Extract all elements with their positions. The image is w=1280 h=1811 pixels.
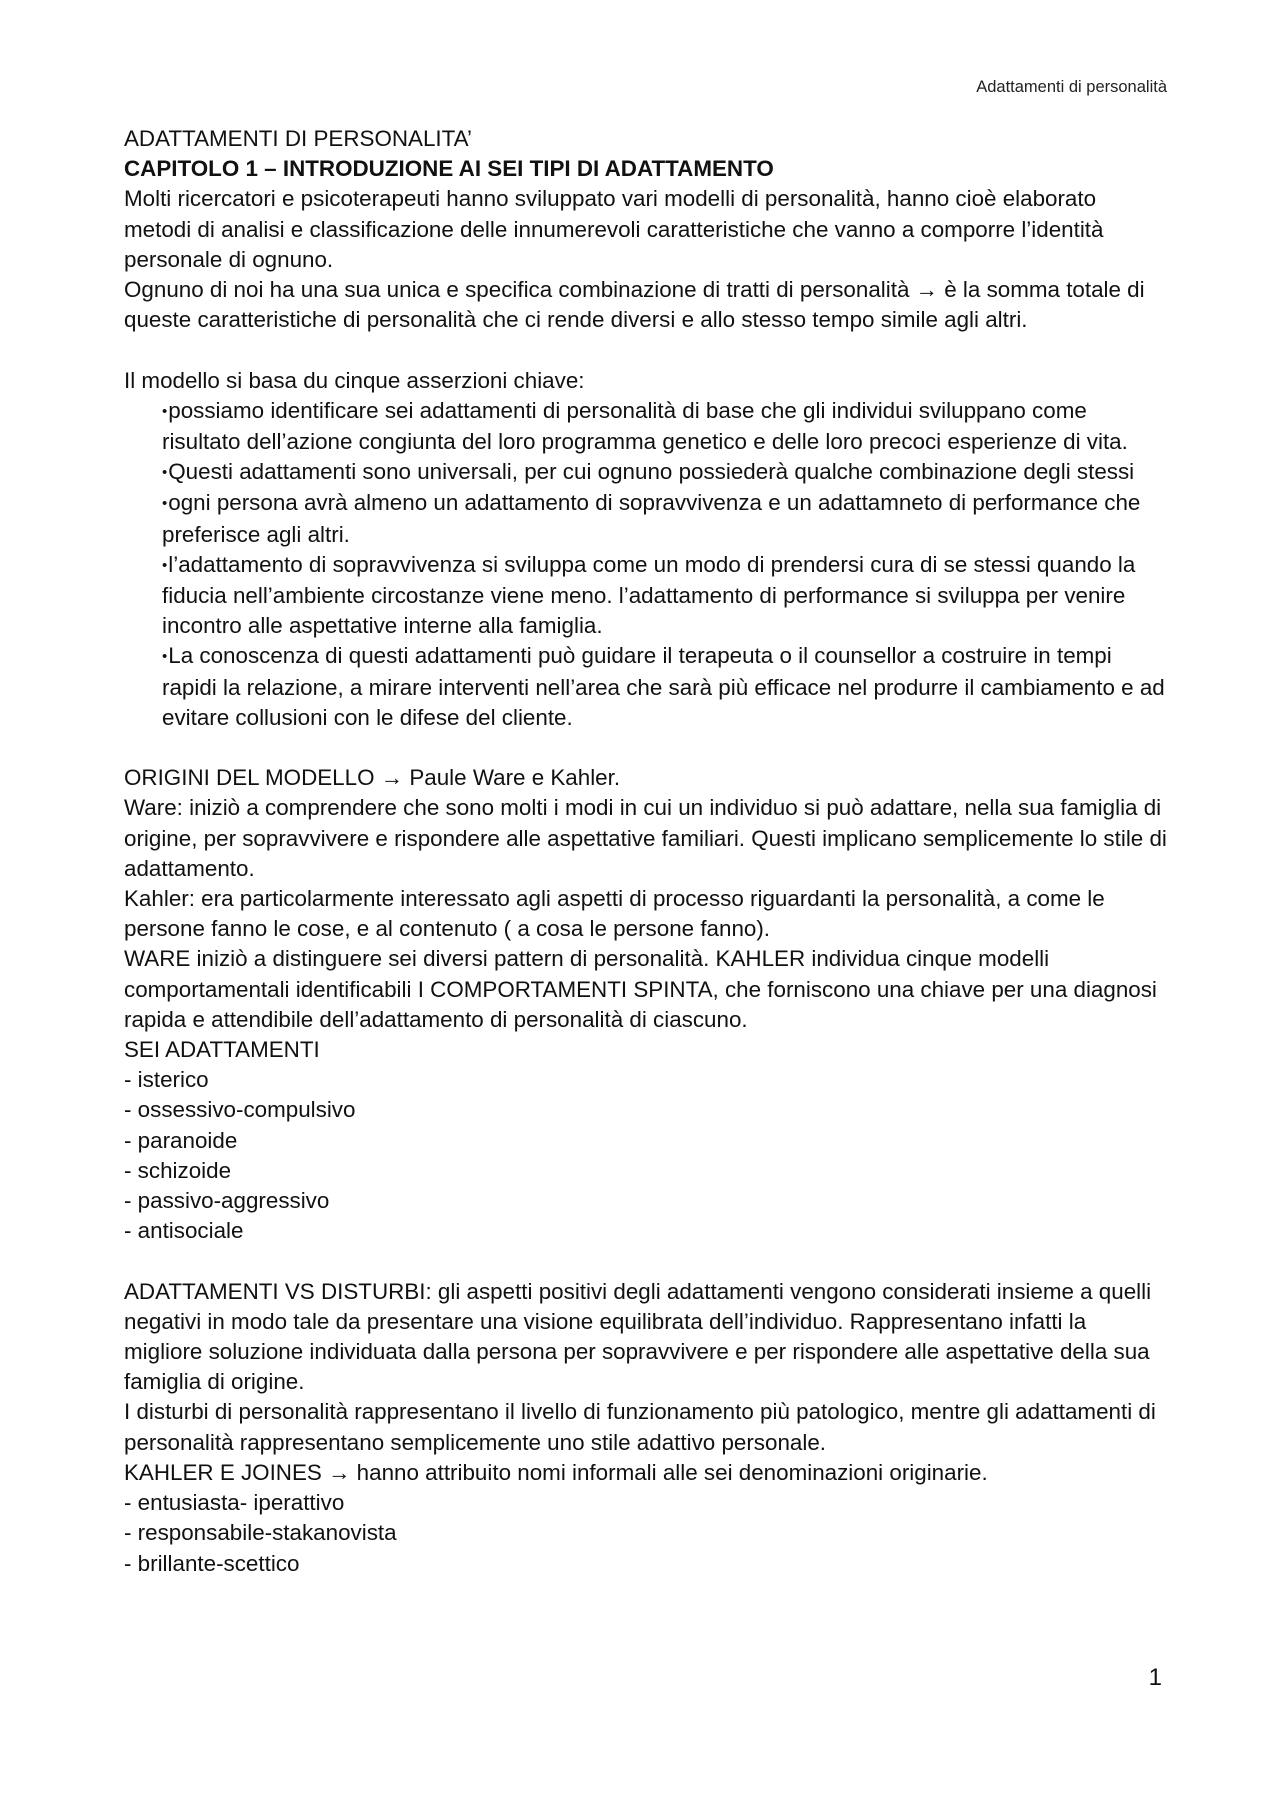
list-item: - entusiasta- iperattivo — [124, 1490, 345, 1516]
list-item — [162, 641, 1169, 733]
six-adaptations-list — [124, 1065, 1169, 1246]
list-item-text: possiamo identificare sei adattamenti di personalità di base che gli individui sviluppano come risultato dell’azione congiunta del loro programma genetico e delle loro precoci esperienze di vita. — [162, 397, 1128, 455]
spacer — [124, 335, 1169, 365]
page-number: 1 — [1148, 1664, 1162, 1691]
assertions-list — [124, 396, 1169, 733]
list-item: - passivo-aggressivo — [124, 1188, 330, 1214]
intro-section — [124, 184, 1169, 335]
paragraph: Molti ricercatori e psicoterapeuti hanno sviluppato vari modelli di personalità, hanno cioè elaborato metodi di analisi e classificazione delle innumerevoli caratteristiche che vanno a comporre l’identità personale di ognuno. — [124, 186, 1104, 272]
paragraph: ADATTAMENTI VS DISTURBI: gli aspetti positivi degli adattamenti vengono considerati insieme a quelli negativi in modo tale da presentare una visione equilibrata dell’individuo. Rappresentano infatti la migliore soluzione individuata dalla persona per sopravvivere e per rispondere alle aspettative della sua famiglia di origine. — [124, 1278, 1152, 1395]
document-body — [124, 124, 1169, 1579]
document-title: ADATTAMENTI DI PERSONALITA’ — [124, 126, 472, 151]
list-item-text: l’adattamento di sopravvivenza si sviluppa come un modo di prendersi cura di se stessi quando la fiducia nell’ambiente circostanze viene meno. l’adattamento di performance si sviluppa per venire incontro alle aspettative interne alla famiglia. — [162, 551, 1136, 639]
list-item — [162, 488, 1169, 549]
list-item: - schizoide — [124, 1157, 232, 1183]
spacer — [124, 733, 1169, 763]
bullet-icon: • — [162, 495, 168, 513]
list-item — [162, 457, 1169, 488]
bullet-icon: • — [162, 648, 168, 666]
list-item-text: Questi adattamenti sono universali, per cui ognuno possiederà qualche combinazione degli stessi — [168, 459, 1135, 485]
paragraph: KAHLER E JOINES → hanno attribuito nomi informali alle sei denominazioni originarie. — [124, 1459, 988, 1485]
list-item: - ossessivo-compulsivo — [124, 1097, 356, 1123]
chapter-title: CAPITOLO 1 – INTRODUZIONE AI SEI TIPI DI ADATTAMENTO — [124, 156, 774, 182]
paragraph: WARE iniziò a distinguere sei diversi pattern di personalità. KAHLER individua cinque modelli comportamentali identificabili I COMPORTAMENTI SPINTA, che forniscono una chiave per una diagnosi rapida e attendibile dell’adattamento di personalità di ciascuno. — [124, 946, 1157, 1032]
paragraph: Ognuno di noi ha una sua unica e specifica combinazione di tratti di personalità → è la somma totale di queste caratteristiche di personalità che ci rende diversi e allo stesso tempo simile agli altri. — [124, 277, 1145, 333]
list-heading: SEI ADATTAMENTI — [124, 1037, 320, 1063]
informal-names-list — [124, 1488, 1169, 1579]
spacer — [124, 1246, 1169, 1276]
running-header: Adattamenti di personalità — [976, 78, 1167, 96]
paragraph: Ware: iniziò a comprendere che sono molti i modi in cui un individuo si può adattare, nella sua famiglia di origine, per sopravvivere e rispondere alle aspettative familiari. Questi implicano semplicemente lo stile di adattamento. — [124, 795, 1167, 881]
list-item: - paranoide — [124, 1127, 238, 1153]
bullet-icon: • — [162, 402, 168, 420]
bullet-icon: • — [162, 464, 168, 482]
list-item: - responsabile-stakanovista — [124, 1520, 397, 1546]
origins-section — [124, 763, 1169, 1246]
list-item — [162, 550, 1169, 642]
section-heading: ORIGINI DEL MODELLO → Paule Ware e Kahler. — [124, 765, 621, 791]
list-item — [162, 396, 1169, 457]
list-item-text: ogni persona avrà almeno un adattamento di sopravvivenza e un adattamneto di performance che preferisce agli altri. — [162, 490, 1141, 547]
list-item: - brillante-scettico — [124, 1550, 300, 1576]
model-intro: Il modello si basa du cinque asserzioni chiave: — [124, 367, 585, 393]
disorders-section — [124, 1277, 1169, 1579]
paragraph: I disturbi di personalità rappresentano il livello di funzionamento più patologico, mentre gli adattamenti di personalità rappresentano semplicemente uno stile adattivo personale. — [124, 1399, 1156, 1455]
bullet-icon: • — [162, 556, 168, 574]
list-item: - antisociale — [124, 1218, 244, 1244]
list-item-text: La conoscenza di questi adattamenti può guidare il terapeuta o il counsellor a costruire in tempi rapidi la relazione, a mirare interventi nell’area che sarà più efficace nel produrre il cambiamento e ad evitare collusioni con le difese del cliente. — [162, 643, 1165, 730]
list-item: - isterico — [124, 1067, 209, 1093]
paragraph: Kahler: era particolarmente interessato agli aspetti di processo riguardanti la personalità, a come le persone fanno le cose, e al contenuto ( a cosa le persone fanno). — [124, 886, 1105, 942]
